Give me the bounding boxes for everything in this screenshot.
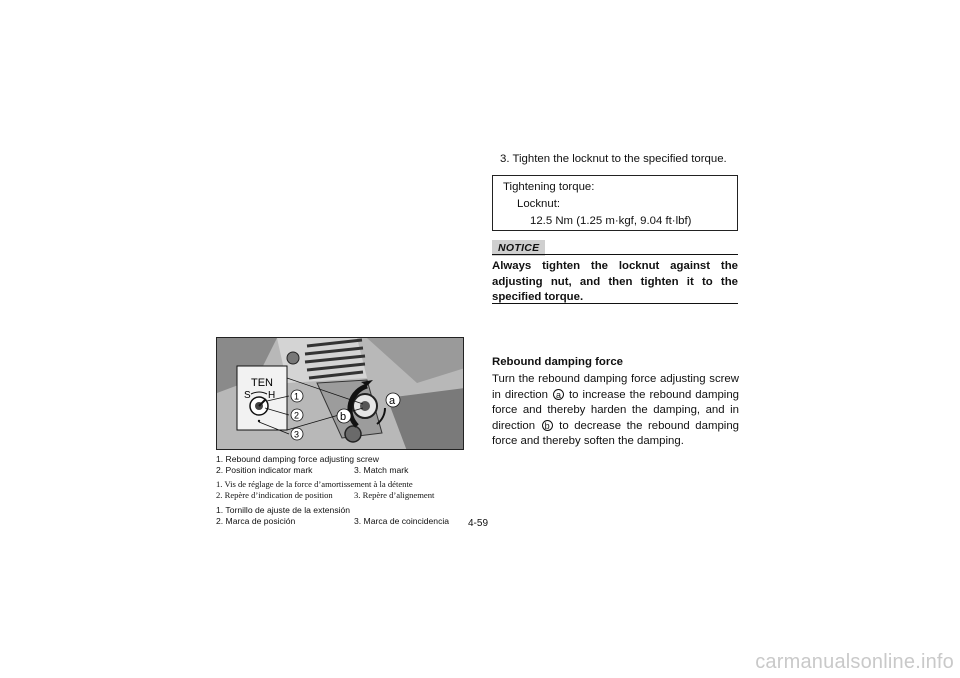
notice-top-rule bbox=[492, 254, 738, 255]
callout-1: 1 bbox=[294, 391, 300, 402]
torque-item: Locknut: bbox=[517, 198, 561, 210]
notice-bottom-rule bbox=[492, 303, 738, 304]
body-part-1: Turn the rebound damping force adjusting screw in direction bbox=[492, 373, 739, 401]
caption-en-line2b: 3. Match mark bbox=[354, 465, 409, 475]
direction-b-label: b bbox=[340, 411, 347, 423]
gauge-hard-mark: H bbox=[268, 390, 276, 401]
caption-en-line1: 1. Rebound damping force adjusting screw bbox=[216, 454, 379, 464]
section-title: Rebound damping force bbox=[492, 356, 623, 368]
body-part-2: to increase the rebound damping force and thereby harden the damping, and in direction bbox=[492, 388, 739, 432]
step-3: 3. Tighten the locknut to the specified torque. bbox=[500, 153, 727, 165]
torque-heading: Tightening torque: bbox=[503, 181, 595, 193]
caption-fr-1 bbox=[216, 479, 466, 490]
caption-es-line2a: 2. Marca de posición bbox=[216, 516, 296, 526]
caption-en-line2a: 2. Position indicator mark bbox=[216, 465, 313, 475]
caption-fr-2 bbox=[216, 490, 466, 501]
shock-absorber-figure bbox=[216, 337, 464, 450]
caption-es-2 bbox=[216, 516, 466, 527]
gauge-label: TEN bbox=[251, 377, 273, 389]
notice-text: Always tighten the locknut against the adjusting nut, and then tighten it to the specified torque. bbox=[492, 260, 738, 303]
caption-fr-line2a: 2. Repère d’indication de position bbox=[216, 490, 333, 500]
page-number: 4-59 bbox=[468, 518, 489, 529]
caption-en-2 bbox=[216, 465, 466, 476]
caption-en-1 bbox=[216, 454, 466, 465]
notice-label: NOTICE bbox=[492, 240, 545, 256]
direction-b-marker: b bbox=[542, 420, 553, 431]
shock-absorber-illustration bbox=[217, 338, 464, 450]
direction-a-marker: a bbox=[553, 389, 564, 400]
caption-es-line2b: 3. Marca de coincidencia bbox=[354, 516, 450, 526]
caption-es-line1: 1. Tornillo de ajuste de la extensión bbox=[216, 505, 351, 515]
section-body bbox=[492, 372, 739, 450]
direction-a-label: a bbox=[389, 395, 396, 407]
notice-header bbox=[492, 240, 738, 256]
gauge-soft-mark: S bbox=[244, 390, 251, 401]
caption-fr-line2b: 3. Repère d’alignement bbox=[354, 490, 435, 500]
caption-es-1 bbox=[216, 505, 466, 516]
body-part-3: to decrease the rebound damping force and thereby soften the damping. bbox=[492, 419, 739, 448]
callout-3: 3 bbox=[294, 429, 300, 440]
watermark: carmanualsonline.info bbox=[755, 651, 954, 673]
caption-fr-line1: 1. Vis de réglage de la force d’amortissement à la détente bbox=[216, 479, 413, 489]
torque-spec-box bbox=[492, 175, 738, 231]
callout-2: 2 bbox=[294, 410, 300, 421]
torque-value: 12.5 Nm (1.25 m·kgf, 9.04 ft·lbf) bbox=[530, 215, 692, 227]
